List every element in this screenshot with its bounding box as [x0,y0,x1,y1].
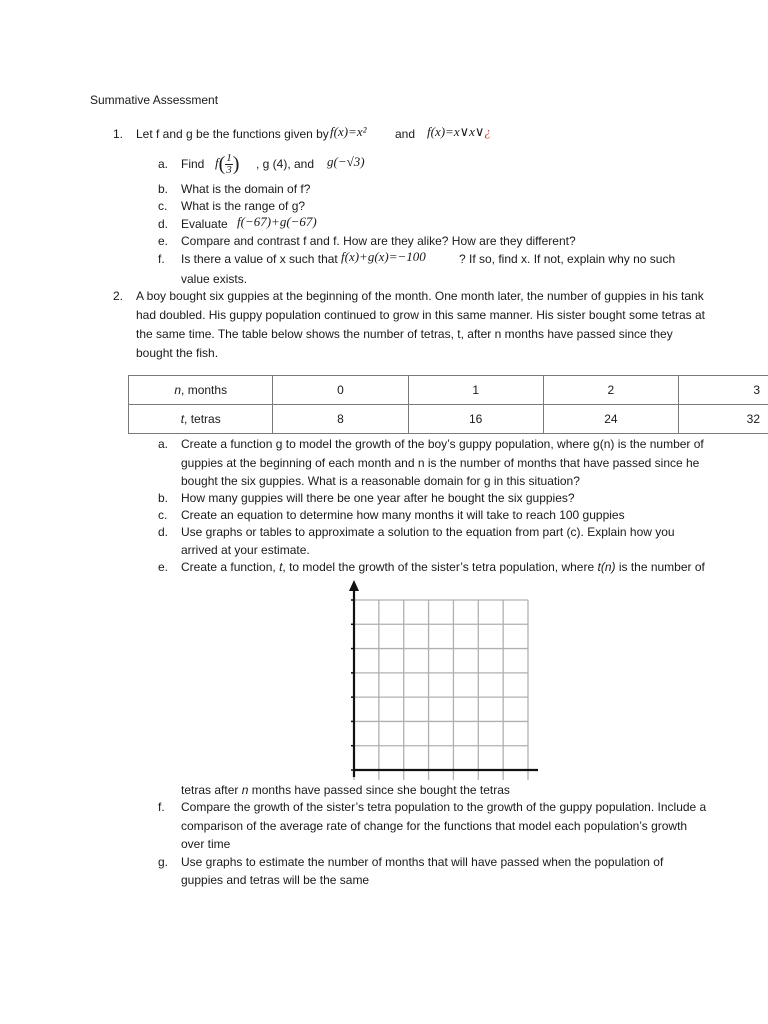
item-2b-letter: b. [158,491,169,505]
table-row [129,376,768,405]
item-1c-letter: c. [158,199,168,213]
question-1-intro: Let f and g be the functions given by [136,127,329,141]
item-2f-letter: f. [158,800,165,814]
item-2a-line-3: bought the six guppies. What is a reasonable domain for g in this situation? [181,474,580,488]
f-of-fraction: f( $\frac{1}{3}$ ) [215,151,240,176]
item-1f-text-cont: value exists. [181,272,248,286]
item-2f-line-1: Compare the growth of the sister’s tetra population to the growth of the guppy population. Include a [181,800,707,814]
question-1-number: 1. [113,127,124,141]
item-1e-letter: e. [158,234,169,248]
fraction-numerator: 1 [226,151,232,164]
table-cell: 24 [543,405,678,434]
g-definition [427,124,491,140]
question-2-line-1: A boy bought six guppies at the beginning of the month. One month later, the number of guppies in his tank [136,289,704,303]
table-cell: 1 [408,376,543,405]
question-2-line-4: bought the fish. [136,346,219,360]
item-1a-find: Find [181,157,205,171]
item-1d-text: Evaluate [181,217,228,231]
item-2c-letter: c. [158,508,168,522]
item-1c-text: What is the range of g? [181,199,306,213]
f-definition: f(x)=x² [330,124,367,139]
g-definition-expr: f(x)=x∨x∨ [427,124,485,139]
item-2g-line-1: Use graphs to estimate the number of months that will have passed when the population of [181,855,664,869]
item-1b-text: What is the domain of f? [181,182,311,196]
fraction-denominator: 3 [226,163,232,176]
item-1f-expression: f(x)+g(x)=−100 [341,249,426,264]
g-definition-glyph: ¿ [484,124,491,139]
tetra-table [128,375,768,434]
item-2f-line-2: comparison of the average rate of change for the functions that model each population’s growth [181,819,688,833]
item-2d-line-1: Use graphs or tables to approximate a solution to the equation from part (c). Explain how you [181,525,675,539]
table-cell: 3 [678,376,768,405]
table-cell: 2 [543,376,678,405]
item-2d-line-2: arrived at your estimate. [181,543,310,557]
blank-grid-graph [342,578,542,788]
table-header-cell: n, months [129,376,273,405]
item-2a-line-2: guppies at the beginning of each month and n is the number of months that have passed since he [181,456,700,470]
table-header-cell: t, tetras [129,405,273,434]
item-2g-line-2: guppies and tetras will be the same [181,873,370,887]
item-1a-letter: a. [158,157,169,171]
item-2g-letter: g. [158,855,169,869]
item-1e-text: Compare and contrast f and f. How are they alike? How are they different? [181,234,576,248]
g-of-neg-root3: g(−√3) [327,154,365,169]
item-1a-middle: , g (4), and [256,157,315,171]
item-1b-letter: b. [158,182,169,196]
grid-lines [354,600,528,780]
item-2f-line-3: over time [181,837,231,851]
and-word: and [395,127,416,141]
table-cell: 16 [408,405,543,434]
item-2e-letter: e. [158,560,169,574]
f-function-name: f [215,155,219,170]
table-row [129,405,768,434]
table-cell: 8 [273,405,408,434]
fraction-one-third [225,153,233,176]
item-2a-letter: a. [158,437,169,451]
item-2c-text: Create an equation to determine how many months it will take to reach 100 guppies [181,508,625,522]
table-cell: 0 [273,376,408,405]
question-2-number: 2. [113,289,124,303]
item-2d-letter: d. [158,525,169,539]
item-2e-line-1: Create a function, t, to model the growth of the sister’s tetra population, where t(n) is the number of [181,560,705,574]
question-2-line-3: the same time. The table below shows the number of tetras, t, after n months have passed since they [136,327,673,341]
item-1f-letter: f. [158,252,165,266]
table-cell: 32 [678,405,768,434]
question-2-line-2: had doubled. His guppy population continued to grow in this same manner. His sister bought some tetras at [136,308,705,322]
item-2e-line-2: tetras after n months have passed since she bought the tetras [181,783,510,797]
item-1f-text-end: ? If so, find x. If not, explain why no such [459,252,676,266]
item-1d-letter: d. [158,217,169,231]
item-1d-expression: f(−67)+g(−67) [237,214,317,229]
document-title: Summative Assessment [90,93,219,107]
item-2a-line-1: Create a function g to model the growth of the boy’s guppy population, where g(n) is the number of [181,437,704,451]
item-1f-text-start: Is there a value of x such that [181,252,338,266]
y-axis-arrowhead [349,580,359,591]
item-2b-text: How many guppies will there be one year after he bought the six guppies? [181,491,575,505]
